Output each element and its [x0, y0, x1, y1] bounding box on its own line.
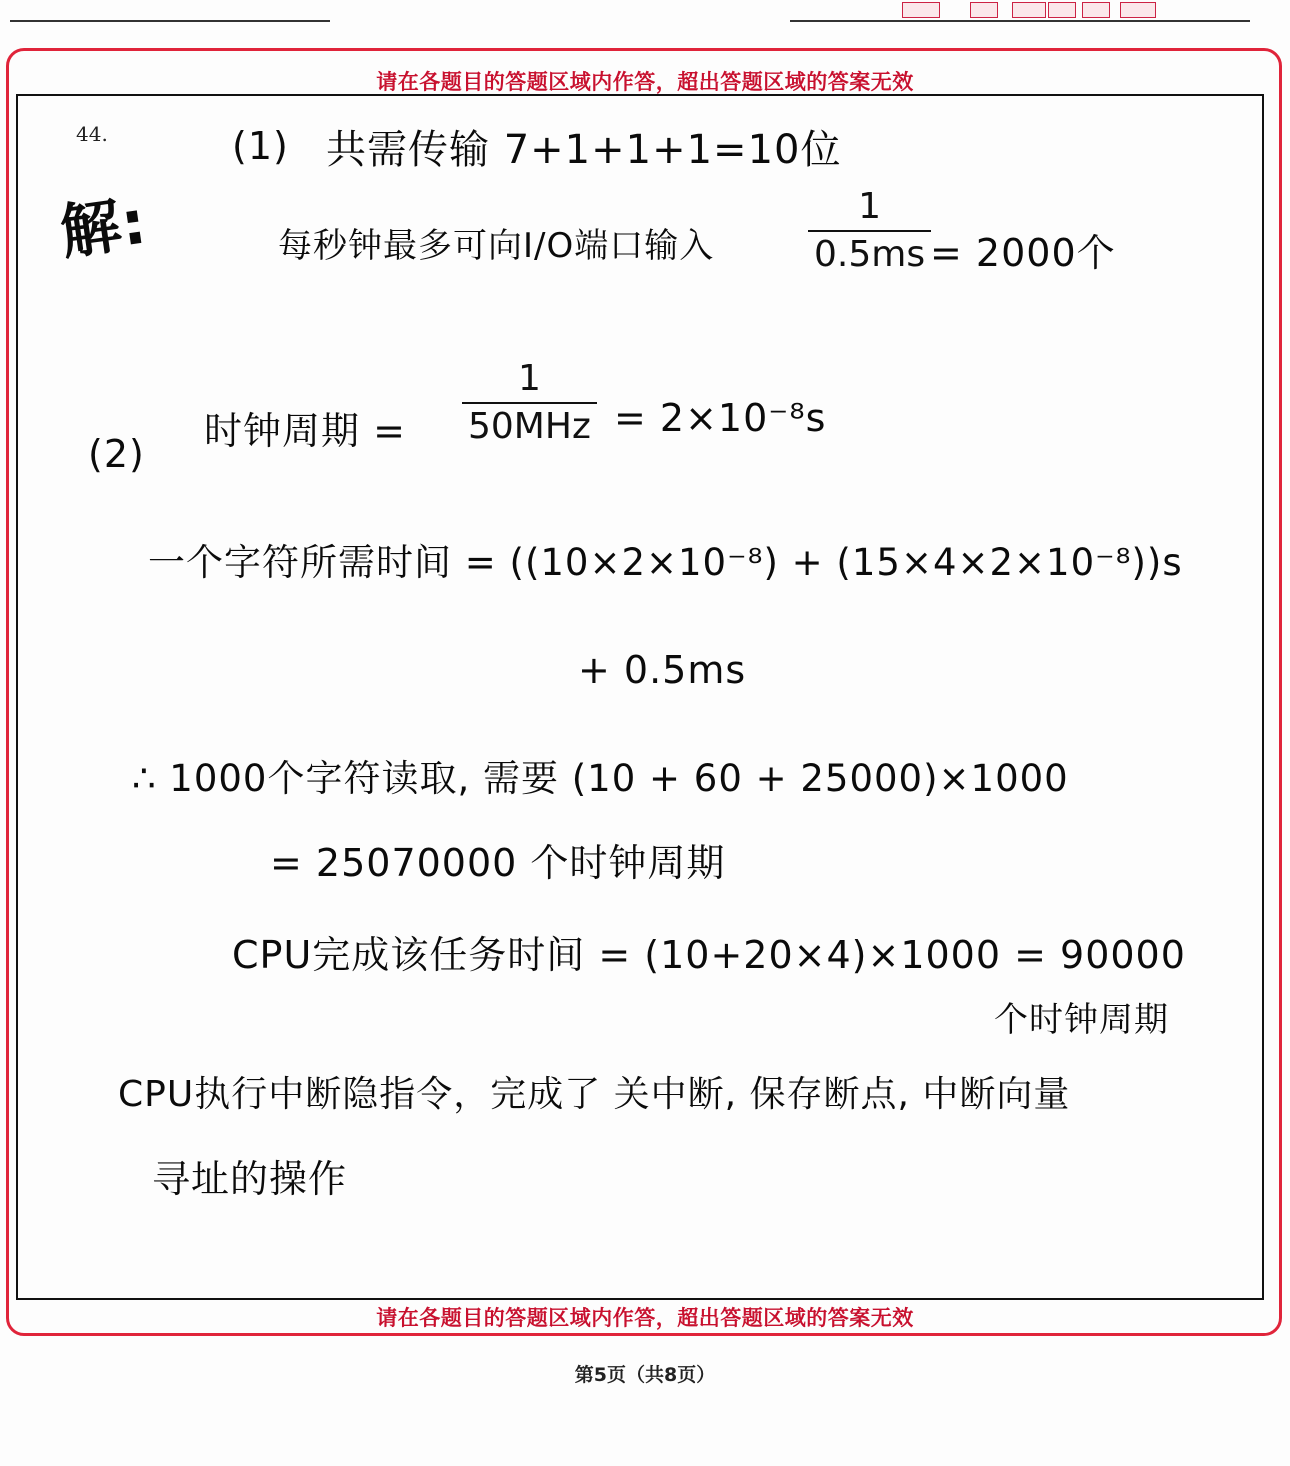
part1-fraction-numerator: 1	[858, 186, 881, 227]
top-left-registration-line	[10, 0, 330, 22]
cpu-unit: 个时钟周期	[994, 1000, 1169, 1040]
read-result: = 25070000 个时钟周期	[270, 841, 726, 885]
header-notice: 请在各题目的答题区域内作答，超出答题区域的答案无效	[376, 70, 914, 94]
solution-mark: 解:	[56, 187, 152, 269]
interrupt-line-2: 寻址的操作	[152, 1157, 348, 1201]
plus-line: + 0.5ms	[578, 648, 747, 692]
question-number: 44.	[76, 122, 108, 146]
top-right-registration-marks	[790, 0, 1250, 22]
clock-fraction-denominator: 50MHz	[468, 405, 591, 447]
clock-prefix: 时钟周期 =	[204, 409, 406, 453]
part2-label: (2)	[88, 432, 145, 476]
page-number: 第5页（共8页）	[574, 1364, 716, 1386]
part1-line2-result: = 2000个	[930, 231, 1116, 275]
footer-notice: 请在各题目的答题区域内作答，超出答题区域的答案无效	[376, 1306, 914, 1330]
fraction-bar	[462, 402, 597, 404]
part1-line1: 共需传输 7+1+1+1=10位	[326, 127, 842, 173]
cpu-line: CPU完成该任务时间 = (10+20×4)×1000 = 90000	[232, 933, 1186, 977]
part1-label: (1)	[232, 124, 289, 168]
char-time-line: 一个字符所需时间 = ((10×2×10⁻⁸) + (15×4×2×10⁻⁸))s	[148, 541, 1183, 584]
clock-result: = 2×10⁻⁸s	[614, 396, 827, 440]
read-line: ∴ 1000个字符读取, 需要 (10 + 60 + 25000)×1000	[132, 757, 1069, 800]
fraction-bar	[808, 230, 931, 232]
interrupt-line-1: CPU执行中断隐指令，完成了 关中断, 保存断点, 中断向量	[118, 1074, 1071, 1115]
clock-fraction	[462, 360, 597, 446]
clock-fraction-numerator: 1	[517, 358, 541, 399]
part1-fraction	[808, 188, 931, 274]
part1-fraction-denominator: 0.5ms	[814, 233, 926, 275]
part1-line2-prefix: 每秒钟最多可向I/O端口输入	[278, 226, 715, 266]
